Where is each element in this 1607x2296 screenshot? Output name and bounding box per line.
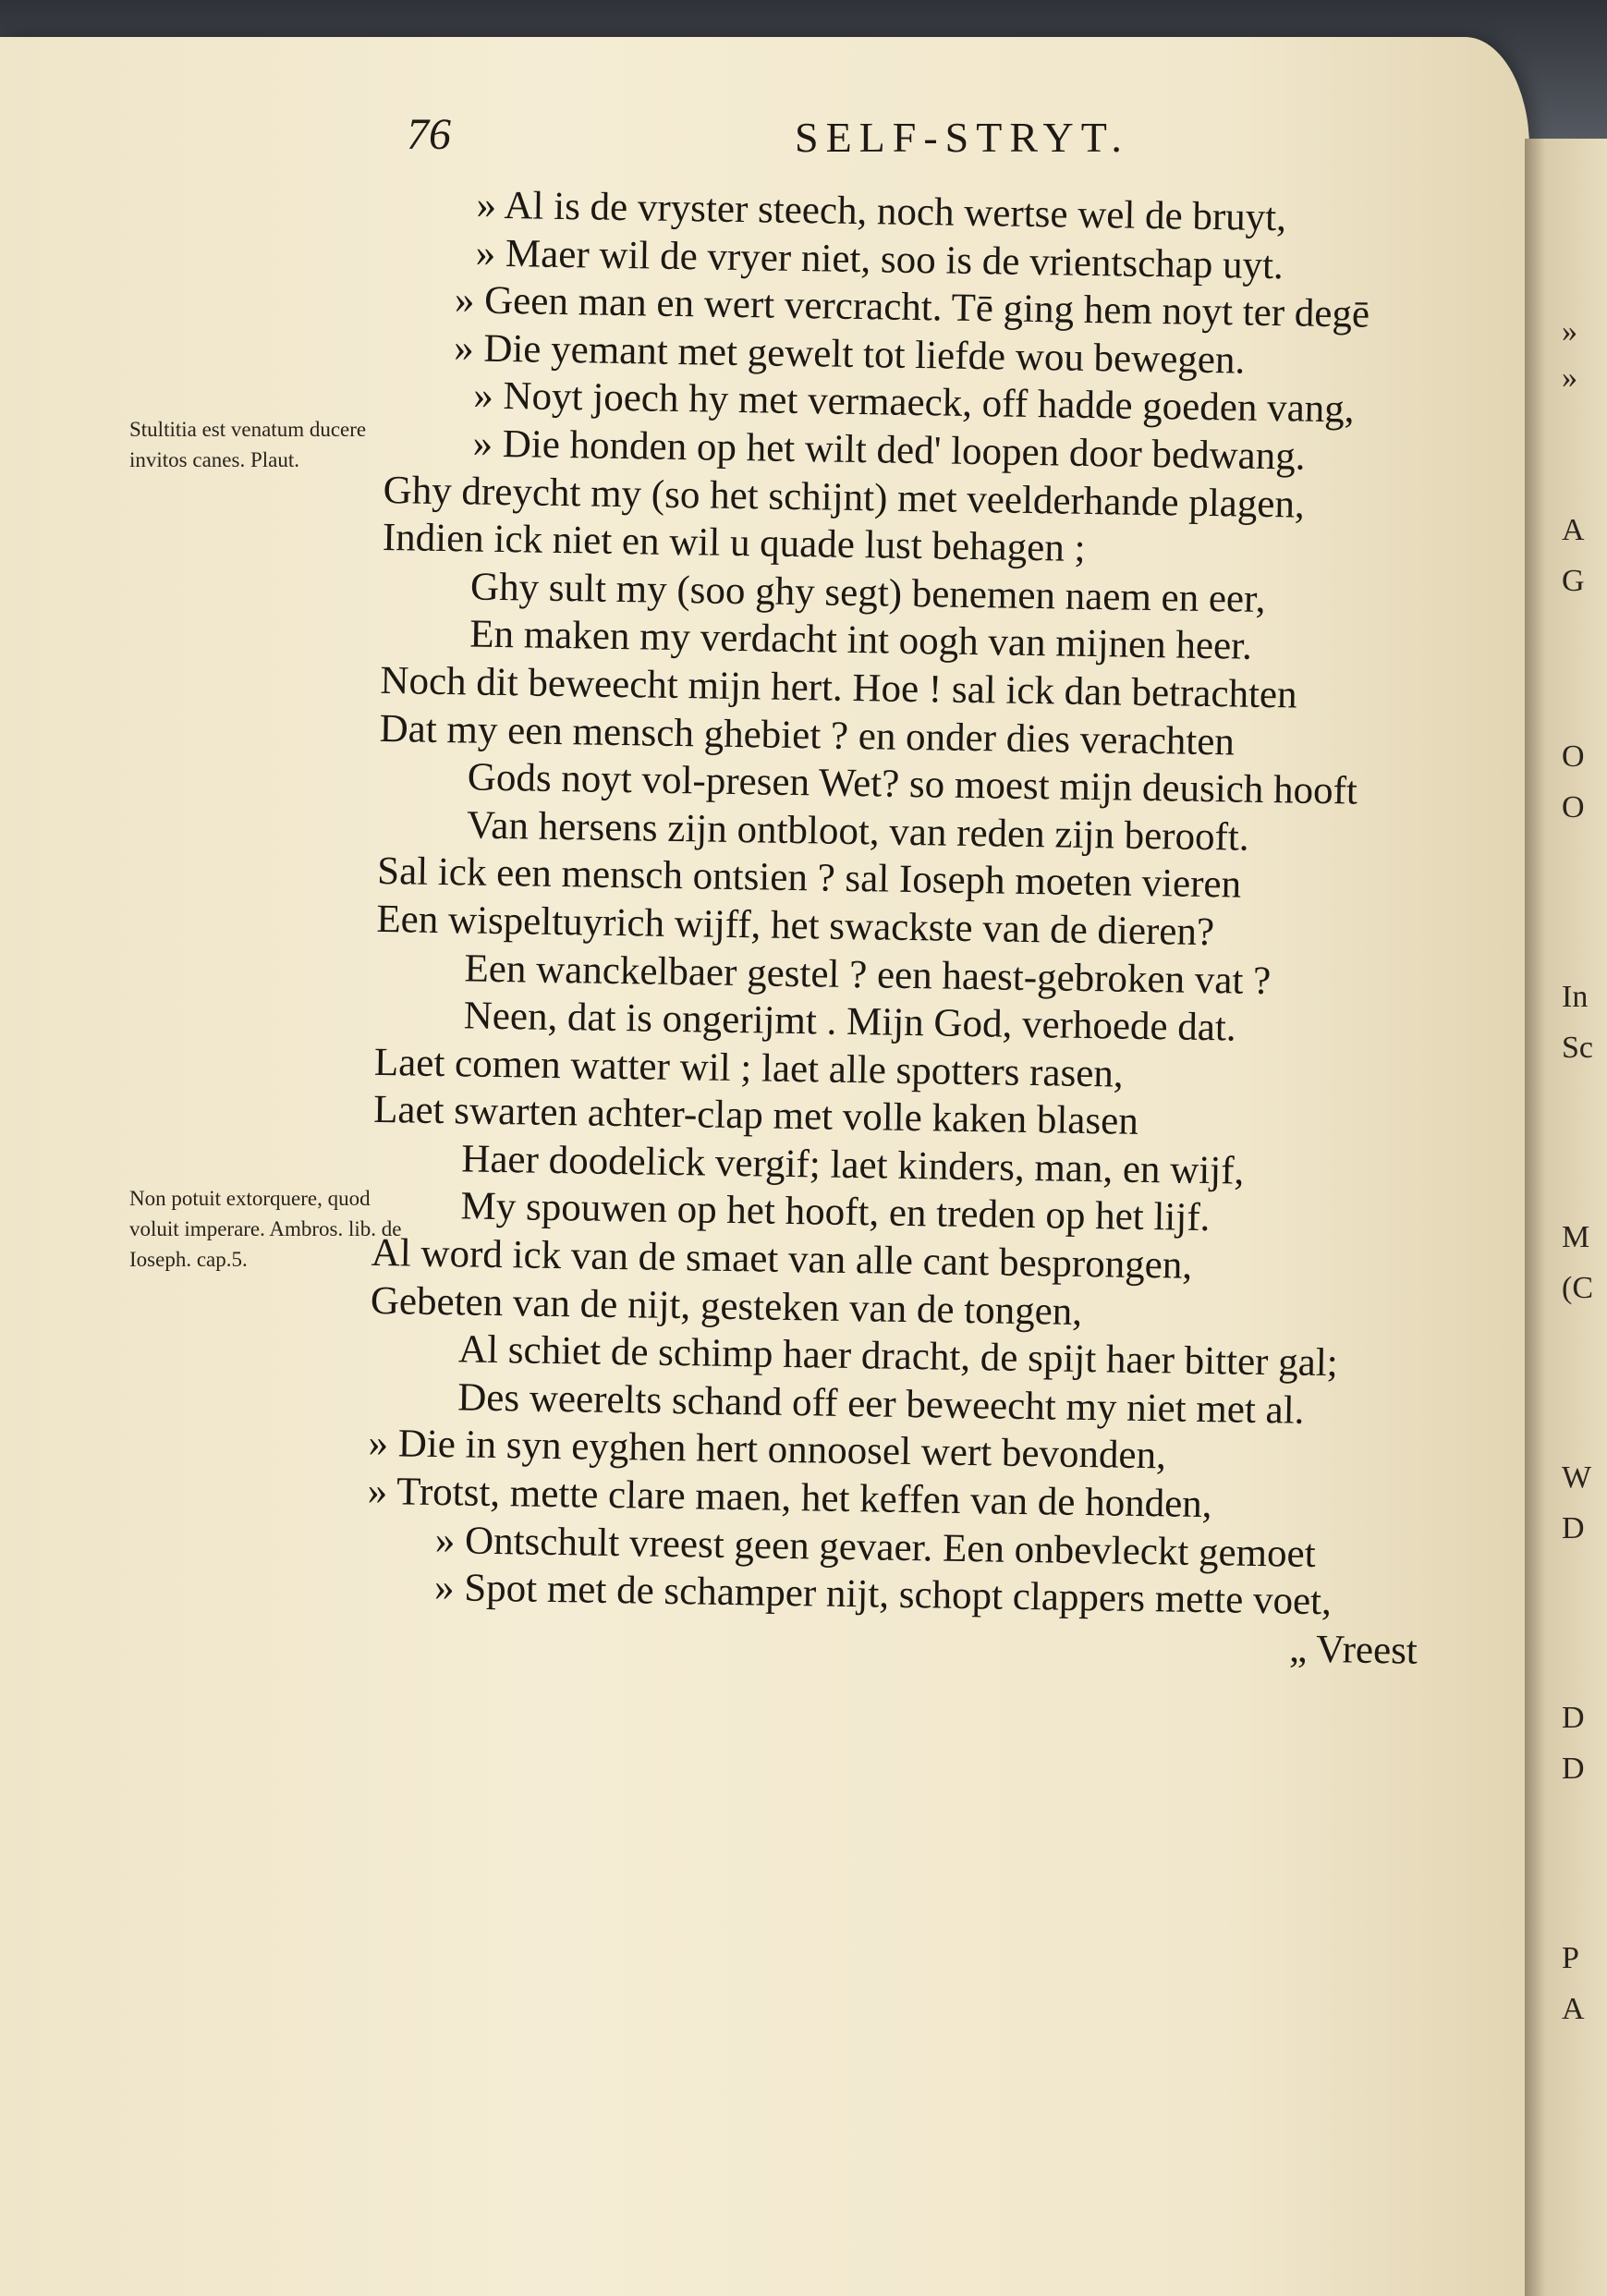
verse-line: » Die in syn eyghen hert onnoosel wert bevonden, (368, 1422, 1167, 1478)
verse-line: » Die honden op het wilt ded' loopen door bedwang. (472, 421, 1306, 479)
running-head: SELF-STRYT. (795, 114, 1129, 161)
adjacent-page-fragment: In (1562, 980, 1589, 1014)
adjacent-page-fragment: W (1562, 1460, 1592, 1495)
verse-line: En maken my verdacht int oogh van mijnen heer. (469, 612, 1253, 669)
verse-line: Haer doodelick vergif; laet kinders, man, en wijf, (461, 1137, 1245, 1193)
verse-line: Dat my een mensch ghebiet ? en onder dies verachten (379, 706, 1236, 763)
verse-line: Laet swarten achter-clap met volle kaken blasen (372, 1088, 1139, 1144)
catchword: „ Vreest (1288, 1627, 1418, 1673)
verse-line: Een wanckelbaer gestel ? een haest-gebroken vat ? (464, 946, 1272, 1003)
adjacent-page-fragment: D (1562, 1752, 1585, 1786)
verse-line: » Geen man en wert vercracht. Tē ging hem noyt ter degē (454, 278, 1370, 336)
verse-line: » Al is de vryster steech, noch wertse wel de bruyt, (476, 183, 1287, 240)
verse-line: Sal ick een mensch ontsien ? sal Ioseph moeten vieren (376, 849, 1242, 907)
adjacent-page-fragment: Sc (1562, 1031, 1593, 1065)
verse-line: Al schiet de schimp haer dracht, de spijt haer bitter gal; (457, 1327, 1339, 1386)
verse-line: Gods noyt vol-presen Wet? so moest mijn deusich hooft (467, 755, 1358, 813)
verse-line: Gebeten van de nijt, gesteken van de tongen, (370, 1278, 1083, 1334)
adjacent-page-fragment: A (1562, 1992, 1585, 2026)
verse-line: My spouwen op het hooft, en treden op het lijf. (460, 1184, 1211, 1240)
verse-line: Indien ick niet en wil u quade lust behagen ; (382, 516, 1086, 571)
verse-line: Noch dit beweecht mijn hert. Hoe ! sal ick dan betrachten (380, 658, 1297, 717)
verse-line: Van hersens zijn ontbloot, van reden zijn berooft. (466, 803, 1249, 860)
margin-note-text: Stultitia est venatum ducere invitos canes. Plaut. (129, 418, 367, 471)
verse-line: » Die yemant met gewelt tot liefde wou bewegen. (453, 325, 1246, 383)
adjacent-page-fragment: O (1562, 790, 1585, 824)
adjacent-page-fragment: (C (1562, 1271, 1593, 1305)
verse-line: » Noyt joech hy met vermaeck, off hadde goeden vang, (472, 373, 1355, 432)
verse-line: Neen, dat is ongerijmt . Mijn God, verhoede dat. (463, 994, 1236, 1050)
verse-line: Des weerelts schand off eer beweecht my niet met al. (457, 1375, 1305, 1433)
adjacent-page-fragment: » (1562, 314, 1577, 348)
margin-note (129, 1183, 407, 1275)
verse-line: Ghy sult my (soo ghy segt) benemen naem en eer, (469, 565, 1266, 621)
verse-line: » Maer wil de vryer niet, soo is de vrientschap uyt. (475, 231, 1284, 287)
adjacent-page-fragment: G (1562, 564, 1585, 598)
verse-line: Al word ick van de smaet van alle cant besprongen, (371, 1230, 1193, 1288)
page-header (407, 109, 1386, 183)
verse-line: Laet comen watter wil ; laet alle spotters rasen, (373, 1040, 1124, 1096)
verse-line: Ghy dreycht my (so het schijnt) met veelderhande plagen, (383, 468, 1306, 527)
verse-line: » Spot met de schamper nijt, schopt clappers mette voet, (433, 1566, 1333, 1624)
verse-line: » Trotst, mette clare maen, het keffen van de honden, (367, 1469, 1212, 1527)
adjacent-page-fragment: D (1562, 1701, 1585, 1735)
adjacent-page-fragment: D (1562, 1511, 1585, 1545)
margin-note (129, 414, 407, 475)
page-number: 76 (407, 110, 451, 159)
adjacent-page-fragment: M (1562, 1220, 1590, 1254)
adjacent-page-fragment: » (1562, 360, 1577, 395)
adjacent-page-fragment: A (1562, 513, 1585, 547)
poem-text-block (365, 180, 1525, 1677)
verse-line: Een wispeltuyrich wijff, het swackste van de dieren? (376, 897, 1215, 955)
adjacent-page-fragment: P (1562, 1941, 1579, 1975)
verse-line: » Ontschult vreest geen gevaer. Een onbevleckt gemoet (434, 1518, 1316, 1576)
adjacent-page-edge (1525, 139, 1607, 2296)
adjacent-page-fragment: O (1562, 739, 1585, 774)
margin-note-text: Non potuit extorquere, quod voluit imperare. Ambros. lib. de Ioseph. cap.5. (129, 1187, 402, 1271)
